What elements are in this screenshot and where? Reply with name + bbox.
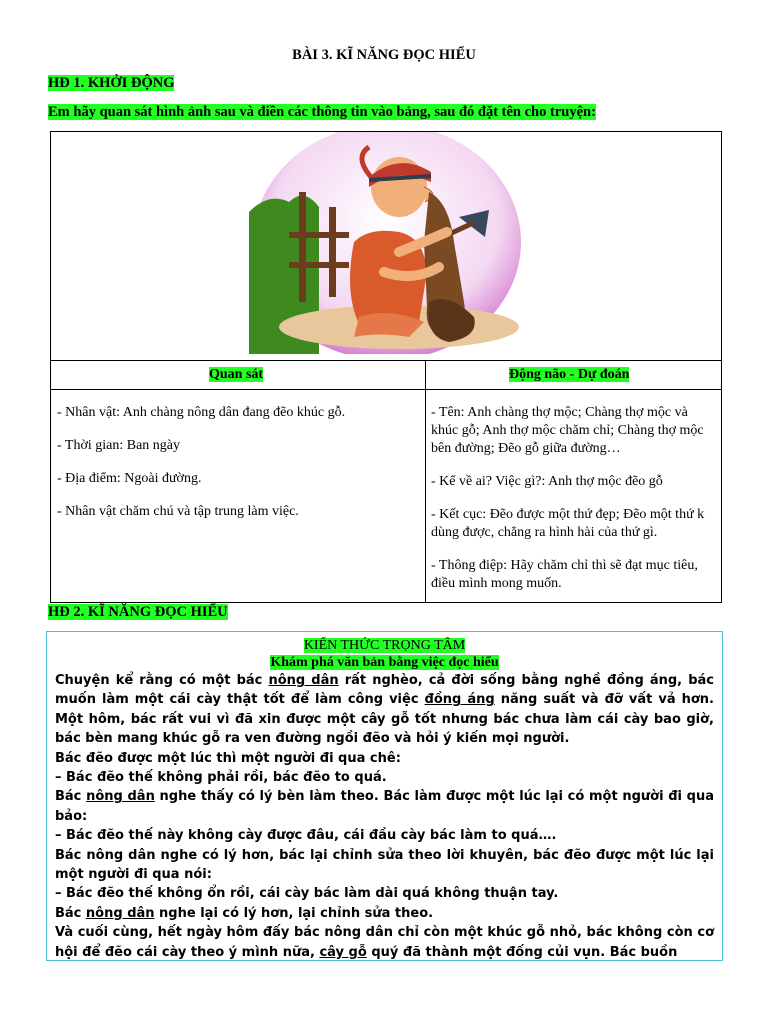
table-header-row: [51, 360, 721, 390]
list-item: - Thông điệp: Hãy chăm chỉ thì sẽ đạt mục tiêu, điều mình mong muốn.: [431, 558, 698, 591]
illustration-cell: [51, 132, 721, 361]
story-paragraph: Và cuối cùng, hết ngày hôm đấy bác nông dân chỉ còn một khúc gỗ nhỏ, bác không còn cơ hội để đẽo cái cày theo ý mình nữa, cây gỗ quý đã thành một đống củi vụn. Bác buồn: [55, 925, 714, 960]
prediction-cell: [431, 404, 717, 608]
story-paragraph: Chuyện kể rằng có một bác nông dân rất nghèo, cả đời sống bằng nghề đồng áng, bác muốn làm một cái cày thật tốt để làm công việc đồng áng năng suất và đỡ vất vả hơn. Một hôm, bác rất vui vì đã xin được một cây gỗ tốt nhưng bác chưa làm cái cày bao giờ, bác bèn mang khúc gỗ ra ven đường ngồi đẽo và hỏi ý kiến mọi người.: [55, 673, 714, 747]
box-subtitle: Khám phá văn bản bằng việc đọc hiểu: [270, 655, 499, 670]
story-paragraph: – Bác đẽo thế không phải rồi, bác đẽo to quá.: [55, 770, 387, 786]
story-text: [47, 671, 722, 961]
box-title: KIẾN THỨC TRỌNG TÂM: [303, 638, 466, 653]
key-knowledge-box: [46, 631, 723, 961]
woodcarver-illustration: [249, 132, 525, 354]
list-item: - Tên: Anh chàng thợ mộc; Chàng thợ mộc và khúc gỗ; Anh thợ mộc chăm chỉ; Chàng thợ mộc bên đường; Đẽo gỗ giữa đường…: [431, 405, 704, 456]
story-paragraph: – Bác đẽo thế không ổn rồi, cái cày bác làm dài quá không thuận tay.: [55, 886, 559, 902]
column-divider: [425, 360, 426, 602]
list-item: - Nhân vật: Anh chàng nông dân đang đẽo khúc gỗ.: [57, 405, 346, 420]
list-item: - Kể về ai? Việc gì?: Anh thợ mộc đẽo gỗ: [431, 474, 663, 489]
story-paragraph: Bác nông dân nghe lại có lý hơn, lại chỉnh sửa theo.: [55, 905, 434, 921]
observation-table: [50, 131, 722, 603]
story-paragraph: Bác đẽo được một lúc thì một người đi qua chê:: [55, 750, 401, 766]
story-paragraph: Bác nông dân nghe có lý hơn, bác lại chỉnh sửa theo lời khuyên, bác đẽo được một lúc lại một người đi qua nói:: [55, 847, 714, 883]
story-paragraph: – Bác đẽo thế này không cày được đâu, cái đầu cày bác làm to quá….: [55, 828, 557, 844]
section1-instruction: Em hãy quan sát hình ảnh sau và điền các thông tin vào bảng, sau đó đặt tên cho truyện:: [48, 104, 596, 120]
list-item: - Thời gian: Ban ngày: [57, 438, 181, 453]
col1-header: Quan sát: [209, 367, 264, 382]
list-item: - Kết cục: Đẽo được một thứ đẹp; Đẽo một thứ k dùng được, chẳng ra hình hài của thứ gì.: [431, 507, 705, 540]
list-item: - Nhân vật chăm chú và tập trung làm việc.: [57, 504, 299, 519]
observation-cell: [57, 404, 417, 536]
page-title: BÀI 3. KĨ NĂNG ĐỌC HIỂU: [292, 47, 476, 63]
list-item: - Địa điểm: Ngoài đường.: [57, 471, 202, 486]
story-paragraph: Bác nông dân nghe thấy có lý bèn làm theo. Bác làm được một lúc lại có một người đi qua bảo:: [55, 789, 715, 824]
col2-header: Động não - Dự đoán: [509, 367, 630, 382]
section1-heading: HĐ 1. KHỞI ĐỘNG: [48, 75, 175, 91]
section2-heading: HĐ 2. KĨ NĂNG ĐỌC HIỂU: [48, 604, 228, 620]
